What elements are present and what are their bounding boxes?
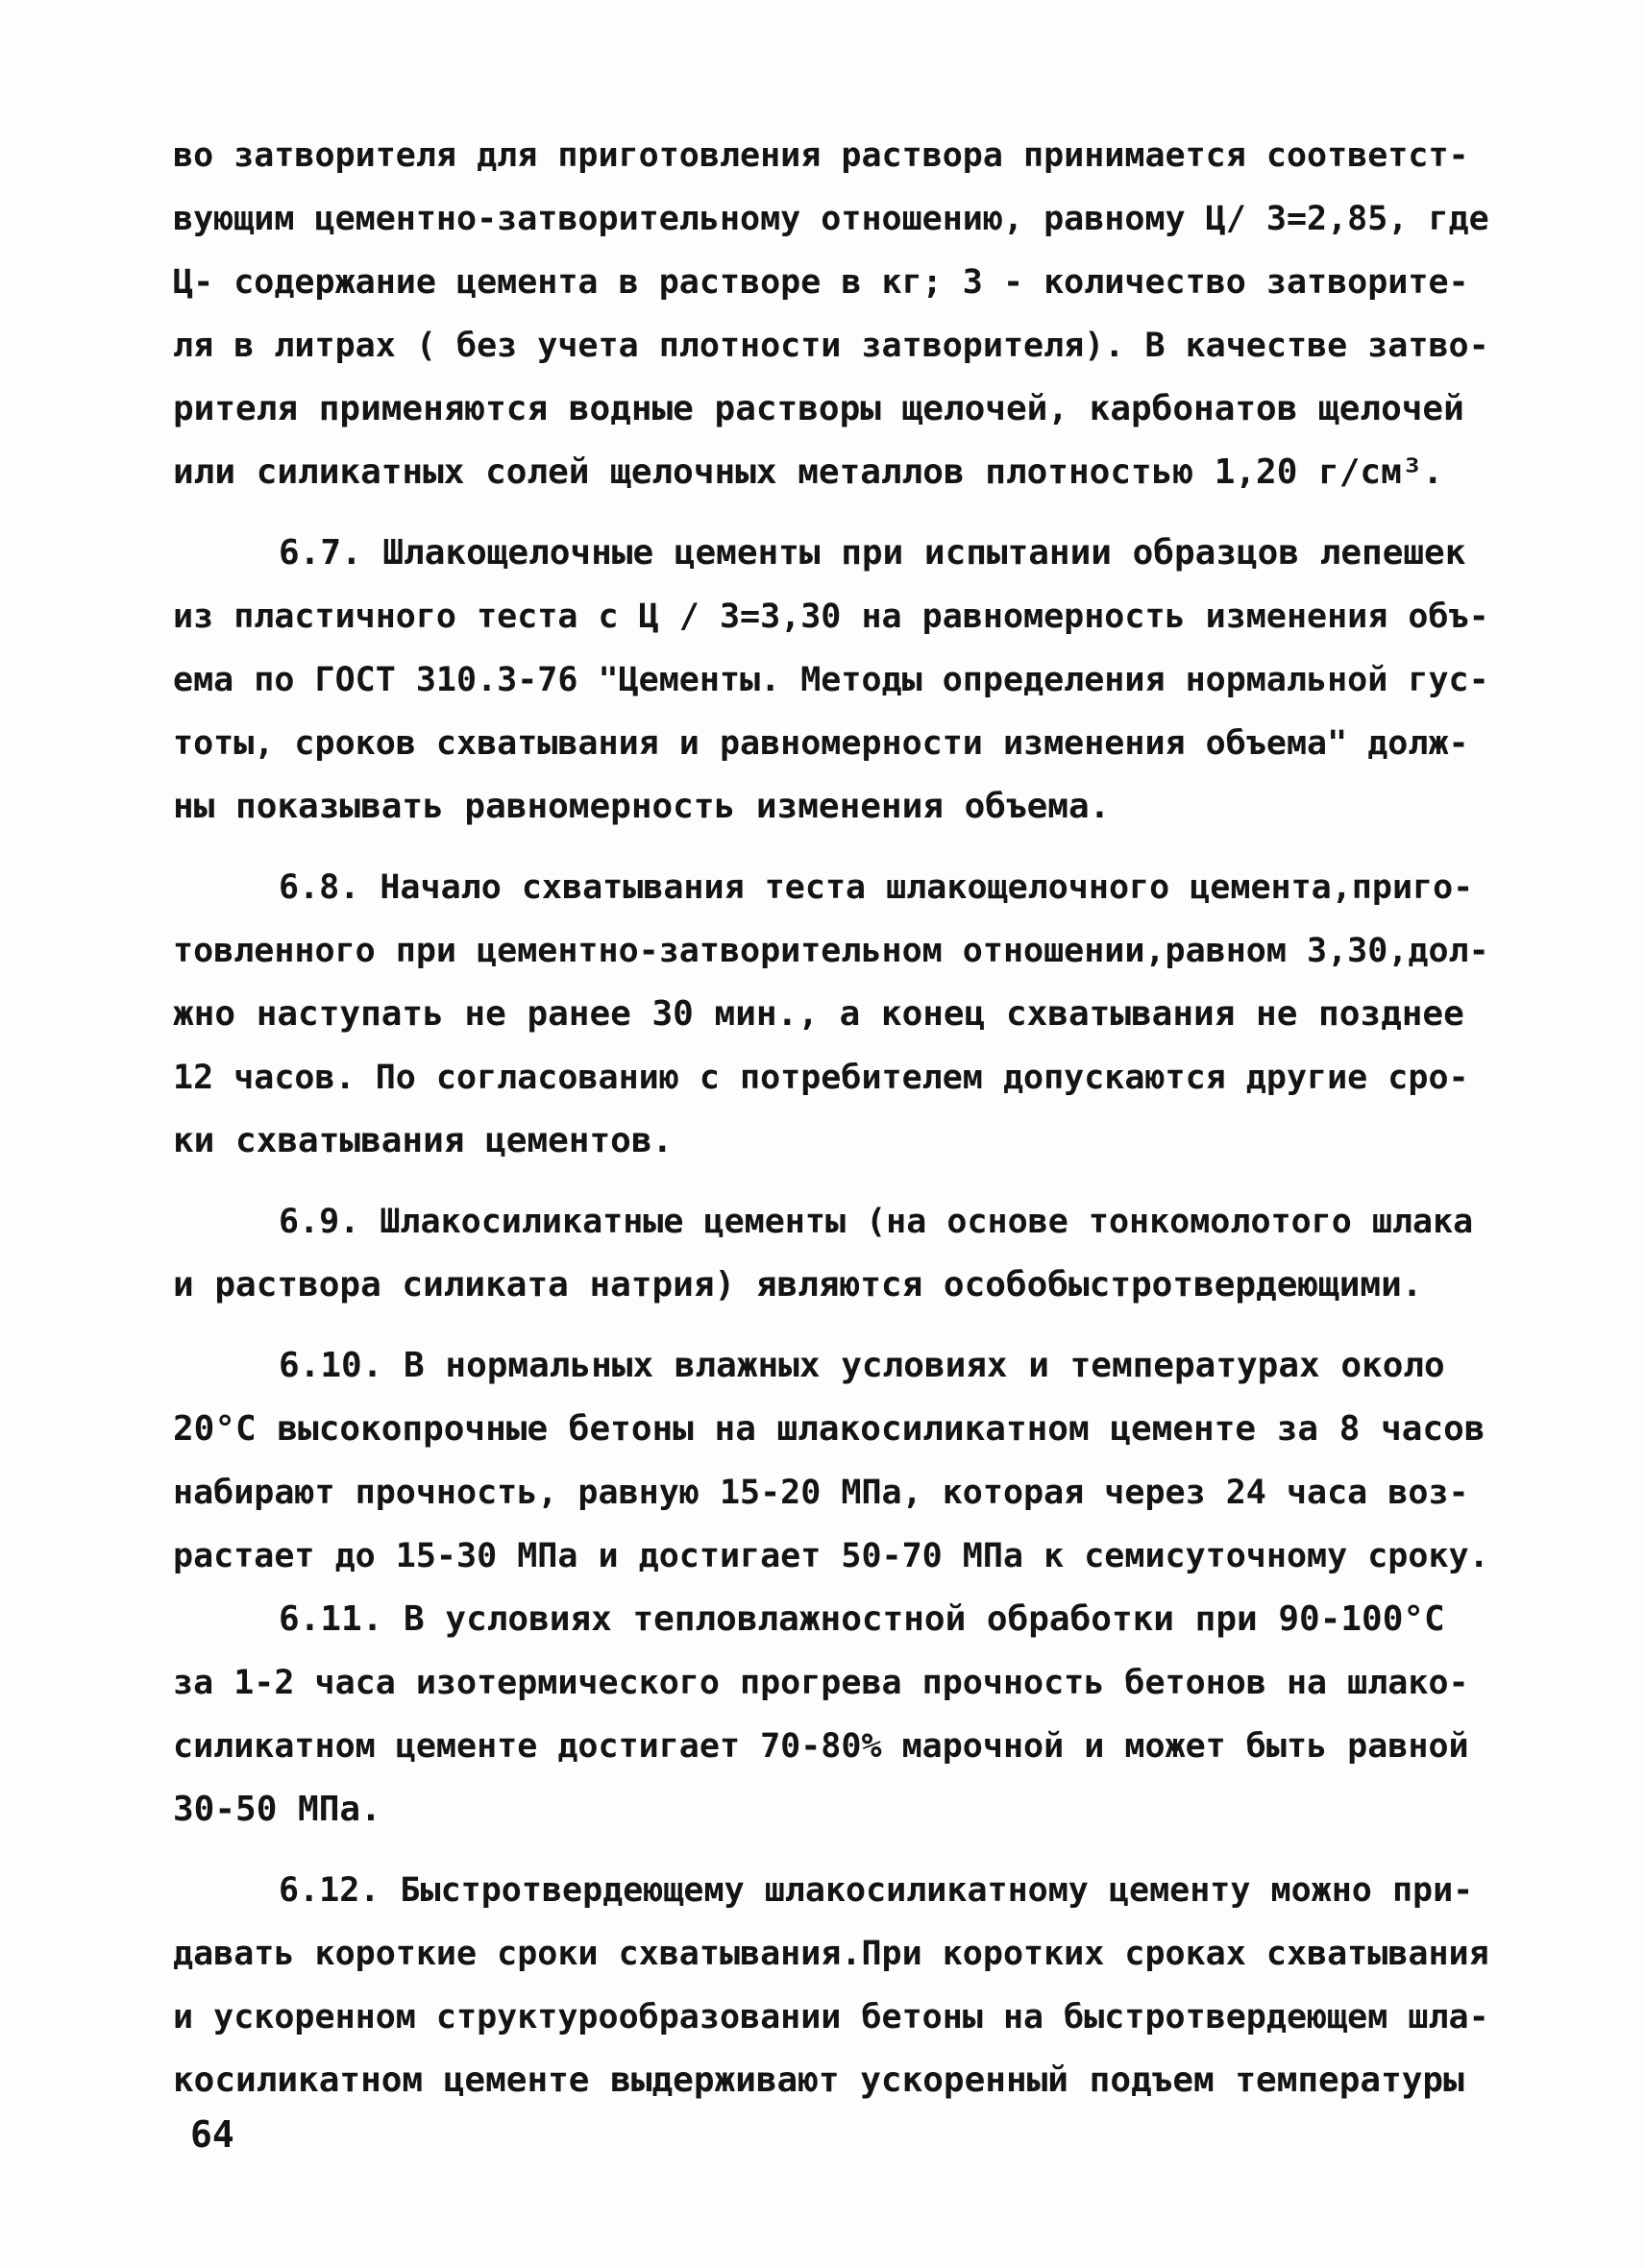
text-line: из пластичного теста с Ц / З=3,30 на равномерность изменения объ- bbox=[173, 597, 1489, 636]
paragraph-6-11-start: 6.11. В условиях тепловлажностной обработки при 90-100°С bbox=[279, 1599, 1445, 1639]
text-line: давать короткие сроки схватывания.При коротких сроках схватывания bbox=[173, 1935, 1489, 1973]
text-line: во затворителя для приготовления раствора принимается соответст- bbox=[173, 136, 1469, 175]
page-number: 64 bbox=[190, 2113, 234, 2156]
text-line: рителя применяются водные растворы щелочей, карбонатов щелочей bbox=[173, 389, 1464, 428]
paragraph-6-8-start: 6.8. Начало схватывания теста шлакощелочного цемента,приго- bbox=[279, 868, 1474, 907]
text-line: ны показывать равномерность изменения объема. bbox=[173, 787, 1111, 826]
text-line: косиликатном цементе выдерживают ускоренный подъем температуры bbox=[173, 2061, 1464, 2100]
paragraph-6-9-start: 6.9. Шлакосиликатные цементы (на основе тонкомолотого шлака bbox=[279, 1203, 1474, 1241]
text-line: Ц- содержание цемента в растворе в кг; З - количество затворите- bbox=[173, 263, 1469, 302]
paragraph-6-10-start: 6.10. В нормальных влажных условиях и температурах около bbox=[279, 1346, 1445, 1385]
text-line: растает до 15-30 МПа и достигает 50-70 МПа к семисуточному сроку. bbox=[173, 1537, 1489, 1575]
text-line: и ускоренном структурообразовании бетоны на быстротвердеющем шла- bbox=[173, 1998, 1489, 2036]
paragraph-6-12-start: 6.12. Быстротвердеющему шлакосиликатному цементу можно при- bbox=[279, 1871, 1474, 1910]
text-line: набирают прочность, равную 15-20 МПа, которая через 24 часа воз- bbox=[173, 1474, 1469, 1512]
text-line: ема по ГОСТ 310.3-76 "Цементы. Методы определения нормальной гус- bbox=[173, 661, 1489, 699]
text-line: силикатном цементе достигает 70-80% марочной и может быть равной bbox=[173, 1727, 1469, 1766]
text-line: за 1-2 часа изотермического прогрева прочность бетонов на шлако- bbox=[173, 1664, 1469, 1702]
text-line: 30-50 МПа. bbox=[173, 1790, 381, 1829]
paragraph-6-7-start: 6.7. Шлакощелочные цементы при испытании образцов лепешек bbox=[279, 533, 1466, 573]
text-line: 12 часов. По согласованию с потребителем допускаются другие сро- bbox=[173, 1059, 1469, 1097]
text-line: или силикатных солей щелочных металлов плотностью 1,20 г/см³. bbox=[173, 452, 1444, 492]
text-line: и раствора силиката натрия) являются особобыстротвердеющими. bbox=[173, 1265, 1423, 1305]
text-line: ки схватывания цементов. bbox=[173, 1121, 674, 1160]
text-line: тоты, сроков схватывания и равномерности изменения объема" долж- bbox=[173, 724, 1469, 763]
text-line: 20°С высокопрочные бетоны на шлакосиликатном цементе за 8 часов bbox=[173, 1409, 1485, 1449]
text-line: вующим цементно-затворительному отношению, равному Ц/ З=2,85, где bbox=[173, 200, 1489, 238]
text-line: товленного при цементно-затворительном отношении,равном 3,30,дол- bbox=[173, 932, 1489, 970]
text-line: жно наступать не ранее 30 мин., а конец схватывания не позднее bbox=[173, 994, 1464, 1034]
text-line: ля в литрах ( без учета плотности затворителя). В качестве затво- bbox=[173, 327, 1489, 365]
